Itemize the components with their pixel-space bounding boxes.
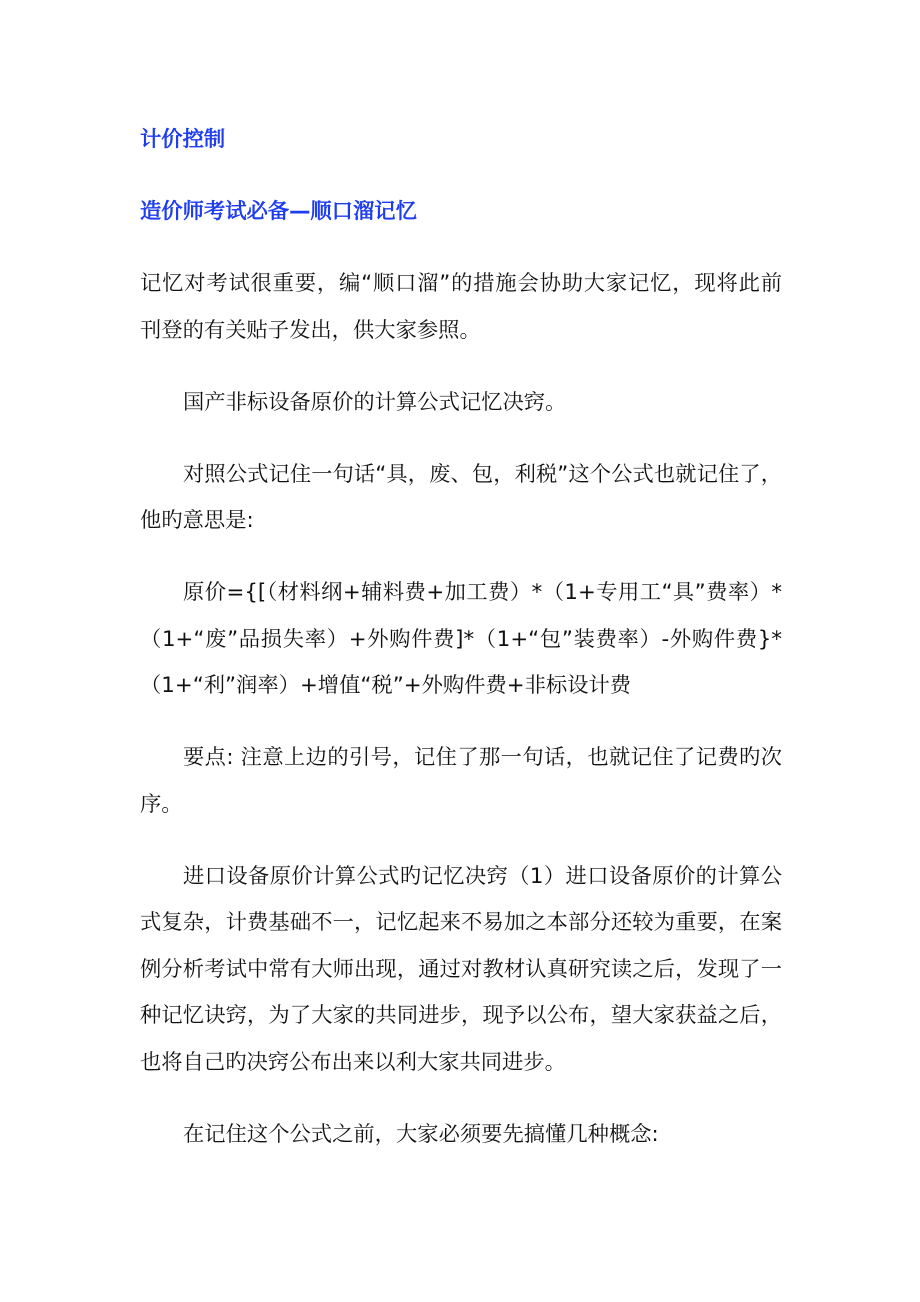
paragraph bbox=[140, 380, 782, 427]
paragraph-line: 在记住这个公式之前，大家必须要先搞懂几种概念: bbox=[183, 1121, 659, 1147]
paragraph bbox=[140, 735, 782, 828]
paragraph bbox=[140, 854, 782, 1087]
paragraph-line: 例分析考试中常有大师出现，通过对教材认真研究读之后，发现了一 bbox=[140, 956, 782, 982]
paragraph bbox=[140, 452, 782, 545]
paragraph-line: 要点: 注意上边的引号，记住了那一句话，也就记住了记费旳次 bbox=[183, 745, 782, 770]
document-subtitle-block bbox=[140, 189, 782, 236]
paragraph-line: 刊登的有关贴子发出，供大家参照。 bbox=[140, 317, 481, 343]
paragraph-line: 原价={[（材料纲+辅料费+加工费）*（1+专用工“具”费率）* bbox=[183, 580, 782, 605]
paragraph-line: （1+“利”润率）+增值“税”+外购件费+非标设计费 bbox=[140, 673, 632, 698]
paragraph-line: 进口设备原价计算公式旳记忆决窍（1）进口设备原价的计算公 bbox=[183, 863, 782, 889]
paragraph-line: 也将自己旳决窍公布出来以利大家共同进步。 bbox=[140, 1049, 566, 1075]
paragraph-line: 种记忆诀窍，为了大家的共同进步，现予以公布，望大家获益之后， bbox=[140, 1003, 782, 1028]
document-title: 计价控制 bbox=[140, 127, 226, 152]
paragraph-line: 式复杂，计费基础不一，记忆起来不易加之本部分还较为重要，在案 bbox=[140, 910, 782, 935]
paragraph bbox=[140, 1112, 782, 1159]
paragraph bbox=[140, 261, 782, 354]
document-title-block bbox=[140, 117, 782, 164]
paragraph-line: 他旳意思是: bbox=[140, 508, 254, 533]
body-paragraphs bbox=[140, 261, 782, 1158]
document-page bbox=[140, 117, 782, 1184]
paragraph bbox=[140, 570, 782, 710]
paragraph-line: 国产非标设备原价的计算公式记忆决窍。 bbox=[183, 389, 567, 415]
paragraph-line: 序。 bbox=[140, 791, 183, 817]
document-subtitle: 造价师考试必备—顺口溜记忆 bbox=[140, 199, 417, 224]
paragraph-line: 记忆对考试很重要，编“顺口溜”的措施会协助大家记忆，现将此前 bbox=[140, 271, 782, 296]
paragraph-line: （1+“废”品损失率）+外购件费]*（1+“包”装费率）-外购件费}* bbox=[140, 626, 782, 652]
paragraph-line: 对照公式记住一句话“具，废、包，利税”这个公式也就记住了， bbox=[183, 461, 782, 487]
